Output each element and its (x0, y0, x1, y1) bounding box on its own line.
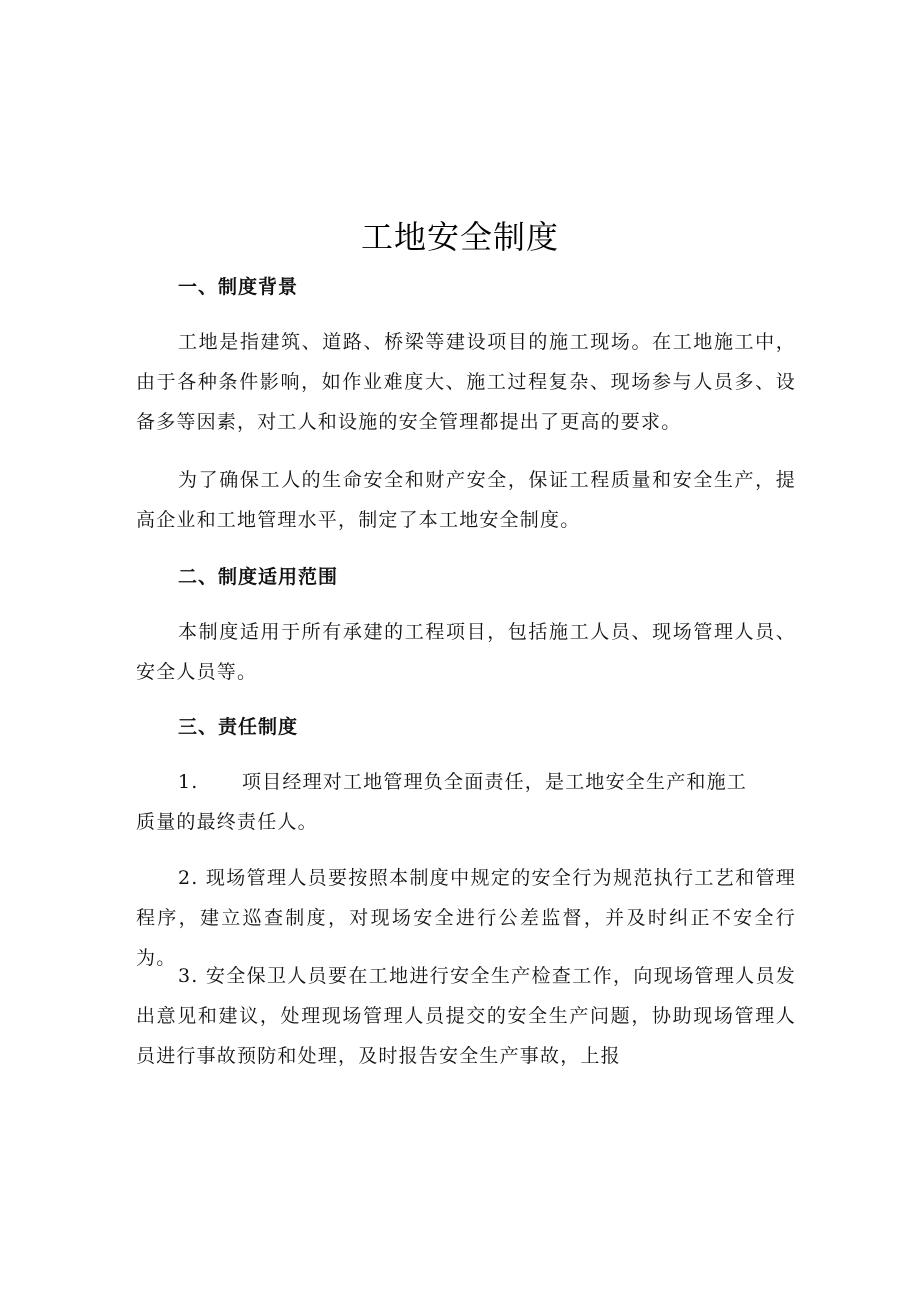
paragraph-background-1: 工地是指建筑、道路、桥梁等建设项目的施工现场。在工地施工中，由于各种条件影响，如作业难度大、施工过程复杂、现场参与人员多、设备多等因素，对工人和设施的安全管理都提出了更高的要求。 (136, 331, 796, 433)
responsibility-item-2: 2. 现场管理人员要按照本制度中规定的安全行为规范执行工艺和管理程序，建立巡查制度，对现场安全进行公差监督，并及时纠正不安全行为。 (136, 867, 796, 969)
responsibility-item-1 (136, 762, 796, 842)
paragraph-background-2: 为了确保工人的生命安全和财产安全，保证工程质量和安全生产，提高企业和工地管理水平，制定了本工地安全制度。 (136, 469, 796, 531)
item-text-line2: 质量的最终责任人。 (136, 811, 318, 833)
paragraph-scope: 本制度适用于所有承建的工程项目，包括施工人员、现场管理人员、安全人员等。 (136, 621, 796, 683)
section-heading-responsibility: 三、责任制度 (178, 716, 299, 738)
document-title: 工地安全制度 (360, 218, 559, 256)
section-heading-background: 一、制度背景 (178, 276, 299, 298)
item-text-line1: 项目经理对工地管理负全面责任，是工地安全生产和施工 (242, 771, 748, 793)
section-heading-scope: 二、制度适用范围 (178, 566, 339, 588)
responsibility-item-3: 3. 安全保卫人员要在工地进行安全生产检查工作，向现场管理人员发出意见和建议，处理现场管理人员提交的安全生产问题，协助现场管理人员进行事故预防和处理，及时报告安全生产事故，上报 (136, 965, 796, 1067)
item-number: 1. (178, 771, 199, 793)
